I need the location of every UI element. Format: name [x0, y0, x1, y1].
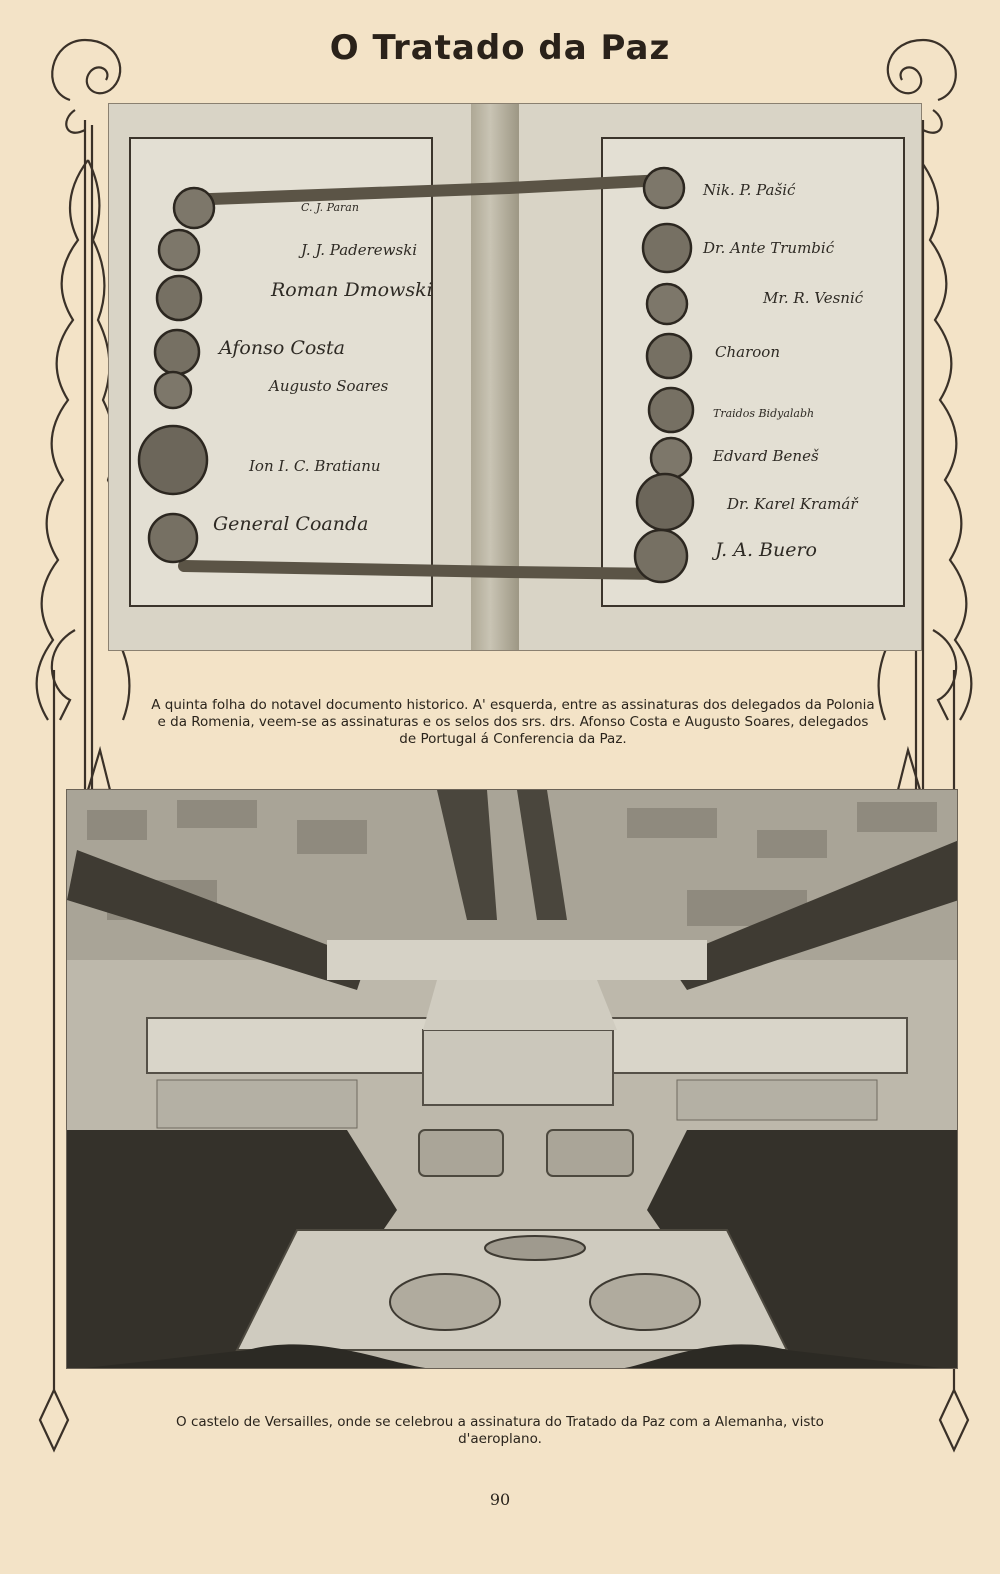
- page-number: 90: [489, 1490, 511, 1509]
- signature: J. J. Paderewski: [301, 241, 418, 259]
- signature: Charoon: [715, 343, 780, 361]
- signature: Mr. R. Vesnić: [763, 289, 864, 307]
- signature: Augusto Soares: [269, 377, 389, 395]
- signature: Roman Dmowski: [271, 279, 433, 301]
- signature: Dr. Karel Kramář: [727, 495, 858, 513]
- figure-caption-versailles: O castelo de Versailles, onde se celebrou a assinatura do Tratado da Paz com a Alemanha, visto d'aeroplano.: [176, 1414, 824, 1447]
- signature: Nik. P. Pašić: [703, 181, 796, 199]
- signature: General Coanda: [213, 513, 369, 535]
- signature: C. J. Paran: [301, 201, 359, 214]
- signature: Edvard Beneš: [713, 447, 819, 465]
- signature: J. A. Buero: [715, 539, 817, 561]
- page-title: O Tratado da Paz: [329, 28, 671, 68]
- signature: Traidos Bidyalabh: [713, 407, 815, 420]
- treaty-document-photo: [108, 103, 922, 651]
- signature: Dr. Ante Trumbić: [703, 239, 835, 257]
- signature: Ion I. C. Bratianu: [249, 457, 381, 475]
- cord-and-seals-icon: [109, 104, 922, 651]
- figure-caption-treaty: A quinta folha do notavel documento historico. A' esquerda, entre as assinaturas dos delegados da Polonia e da Romenia, veem-se as assinaturas e os selos dos srs. drs. Afonso Costa e Augusto Soares, delegados de Portugal á Conferencia da Paz.: [151, 697, 875, 747]
- versailles-aerial-illustration-icon: [67, 790, 958, 1369]
- signature: Afonso Costa: [219, 337, 346, 359]
- versailles-aerial-photo: [66, 789, 958, 1369]
